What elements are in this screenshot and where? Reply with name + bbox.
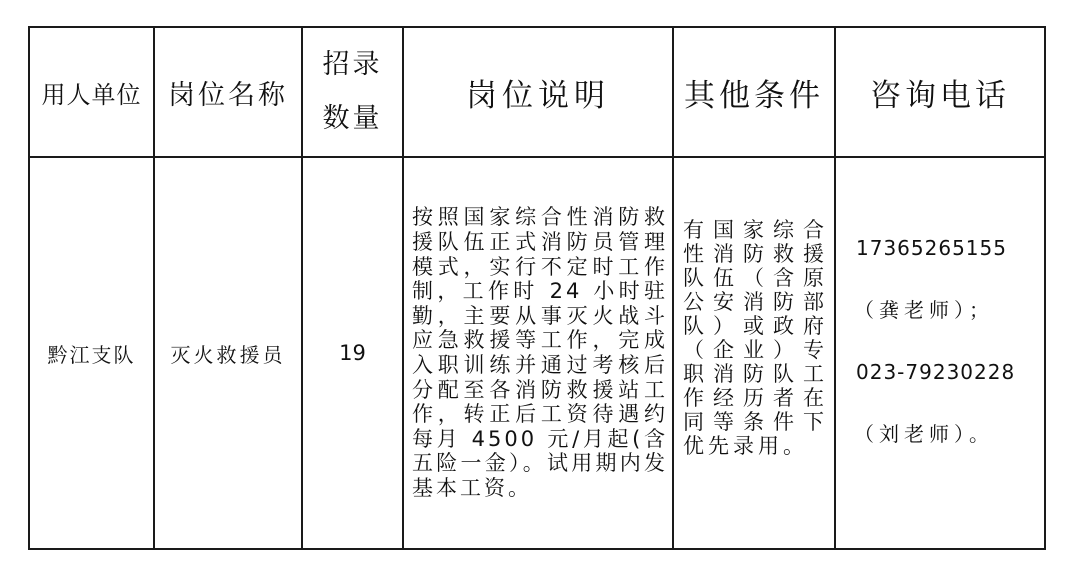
header-other — [673, 27, 835, 157]
header-position — [154, 27, 302, 157]
header-description-label: 岗位说明 — [466, 77, 610, 114]
phone-number-1: 17365265155 — [856, 236, 1007, 260]
table-row — [29, 157, 1045, 549]
header-count-line1: 招录 — [322, 49, 383, 80]
unit-value: 黔江支队 — [47, 342, 136, 367]
header-unit-label: 用人单位 — [41, 80, 142, 109]
header-other-label: 其他条件 — [684, 77, 824, 114]
header-count-line2: 数量 — [322, 103, 383, 134]
other-value: 有国家综合性消防救援队伍（含原公安消防部队）或政府（企业）专职消防队工作经历者在同等条件下优先录用。 — [683, 218, 828, 458]
cell-description — [403, 157, 673, 549]
header-phone — [835, 27, 1045, 157]
cell-other — [673, 157, 835, 549]
cell-phone — [835, 157, 1045, 549]
contact-name-2: （刘老师）。 — [854, 422, 994, 446]
cell-position — [154, 157, 302, 549]
header-row — [29, 27, 1045, 157]
phone-list — [836, 217, 1044, 465]
recruitment-table — [28, 26, 1046, 550]
position-value: 灭火救援员 — [170, 342, 286, 367]
header-phone-label: 咨询电话 — [870, 77, 1010, 114]
header-position-label: 岗位名称 — [168, 79, 288, 111]
header-description — [403, 27, 673, 157]
cell-unit — [29, 157, 154, 549]
header-unit — [29, 27, 154, 157]
contact-name-1: （龚老师）； — [854, 298, 994, 322]
phone-number-2: 023-79230228 — [856, 360, 1016, 384]
cell-count — [302, 157, 403, 549]
count-value: 19 — [339, 341, 366, 365]
header-count — [302, 27, 403, 157]
description-value: 按照国家综合性消防救援队伍正式消防员管理模式，实行不定时工作制，工作时 24 小时驻勤，主要从事灭火战斗应急救援等工作，完成入职训练并通过考核后分配至各消防救援站工作，转正后工资待遇约每月 4500 元/月起(含五险一金）。试用期内发基本工资。 — [412, 205, 668, 500]
